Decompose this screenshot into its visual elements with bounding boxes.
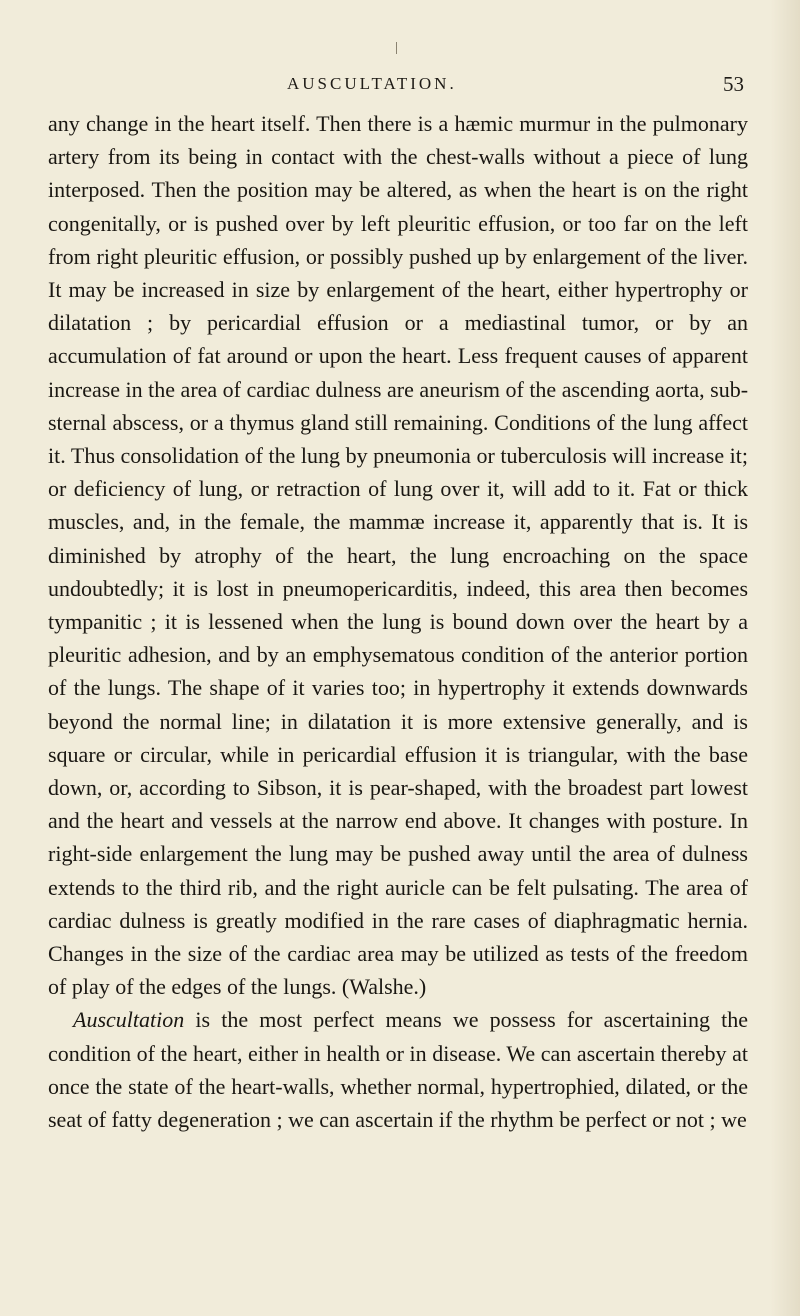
page-header [0,64,800,104]
running-head: AUSCULTATION. [287,74,457,93]
printer-mark [396,42,397,54]
page-edge-shadow [770,0,800,1316]
page-number: 53 [723,72,744,96]
paragraph: any change in the heart itself. Then there is a hæmic murmur in the pulmonary artery from its being in contact with the chest-walls without a piece of lung interposed. Then the position may be altered, as when the heart is on the right congenitally, or is pushed over by left pleuritic effusion, or too far on the left from right pleuritic effusion, or possibly pushed up by enlargement of the liver. It may be increased in size by enlargement of the heart, either hypertrophy or dilatation ; by pericardial effusion or a mediastinal tumor, or by an accumulation of fat around or upon the heart. Less frequent causes of apparent increase in the area of cardiac dulness are aneurism of the ascending aorta, sub-sternal abscess, or a thymus gland still remaining. Conditions of the lung affect it. Thus consolidation of the lung by pneumonia or tuberculosis will increase it; or deficiency of lung, or retraction of lung over it, will add to it. Fat or thick muscles, and, in the female, the mammæ increase it, apparently that is. It is diminished by atrophy of the heart, the lung encroaching on the space undoubtedly; it is lost in pneumopericarditis, indeed, this area then becomes tympanitic ; it is lessened when the lung is bound down over the heart by a pleuritic adhesion, and by an emphysematous condition of the anterior portion of the lungs. The shape of it varies too; in hypertrophy it extends downwards beyond the normal line; in dilatation it is more extensive generally, and is square or circular, while in pericardial effusion it is triangular, with the base down, or, according to Sibson, it is pear-shaped, with the broadest part lowest and the heart and vessels at the narrow end above. It changes with posture. In right-side enlargement the lung may be pushed away until the area of dulness extends to the third rib, and the right auricle can be felt pulsating. The area of cardiac dulness is greatly modified in the rare cases of diaphragmatic hernia. Changes in the size of the cardiac area may be utilized as tests of the freedom of play of the edges of the lungs. (Walshe.) [48,111,749,1000]
italic-lead-word: Auscultation [73,1007,185,1033]
body-text [48,107,748,1136]
paragraph-text: is the most perfect means we possess for ascertaining the condition of the heart, either in health or in disease. We can ascertain thereby at once the state of the heart-walls, whether normal, hypertrophied, dilated, or the seat of fatty degeneration ; we can ascertain if the rhythm be perfect or not ; we [48,1007,748,1133]
paragraph [48,1003,748,1136]
